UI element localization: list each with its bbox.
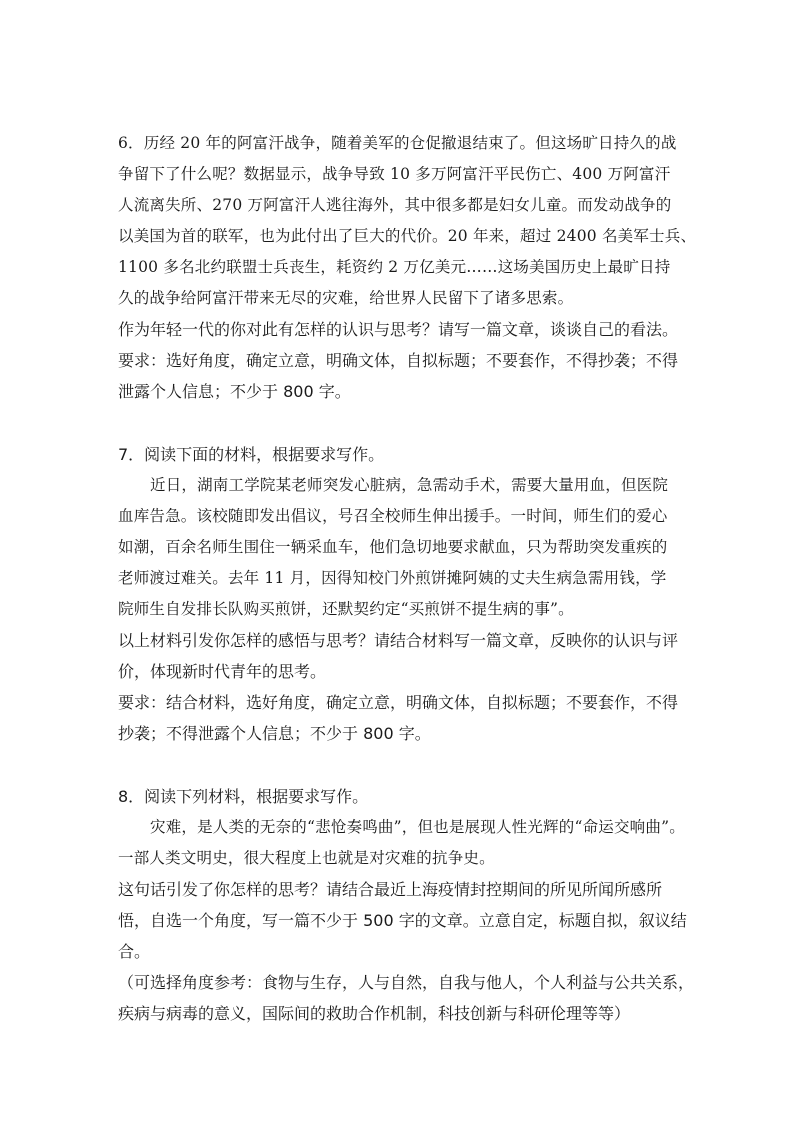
question-6 (118, 128, 697, 407)
question-7 (118, 439, 680, 749)
q7-material-line: 老师渡过难关。去年 11 月，因得知校门外煎饼摊阿姨的丈夫生病急需用钱，学 (118, 569, 667, 587)
spacer (118, 749, 680, 781)
q6-material-line: 争留下了什么呢？数据显示，战争导致 10 多万阿富汗平民伤亡、400 万阿富汗 (118, 165, 671, 183)
q6-material-line: 以美国为首的联军，也为此付出了巨大的代价。20 年来，超过 2400 名美军士兵、 (118, 227, 697, 245)
q7-prompt-line: 价，体现新时代青年的思考。 (118, 662, 327, 681)
q7-prompt-line: 要求：结合材料，选好角度，确定立意，明确文体，自拟标题；不要套作，不得 (118, 693, 679, 712)
q6-prompt-line: 泄露个人信息；不少于 800 字。 (118, 382, 351, 401)
q6-prompt-line: 要求：选好角度，确定立意，明确文体，自拟标题；不要套作，不得抄袭；不得 (118, 351, 679, 370)
question-8 (118, 781, 695, 1029)
q6-prompt-line: 作为年轻一代的你对此有怎样的认识与思考？请写一篇文章，谈谈自己的看法。 (118, 320, 679, 339)
q6-material-line: 6．历经 20 年的阿富汗战争，随着美军的仓促撤退结束了。但这场旷日持久的战 (118, 134, 677, 152)
q8-prompt-line: 合。 (118, 942, 151, 961)
q8-heading: 8．阅读下列材料，根据要求写作。 (118, 787, 369, 806)
q7-heading: 7．阅读下面的材料，根据要求写作。 (118, 445, 385, 464)
q7-material-line: 如潮，百余名师生围住一辆采血车，他们急切地要求献血，只为帮助突发重疾的 (118, 538, 668, 556)
q8-prompt-line: 疾病与病毒的意义，国际间的救助合作机制，科技创新与科研伦理等等） (118, 1004, 631, 1023)
q8-material-line: 一部人类文明史，很大程度上也就是对灾难的抗争史。 (118, 849, 495, 867)
q7-prompt-line: 以上材料引发你怎样的感悟与思考？请结合材料写一篇文章，反映你的认识与评 (118, 631, 679, 650)
q7-material-line: 院师生自发排长队购买煎饼，还默契约定“买煎饼不提生病的事”。 (118, 600, 574, 618)
q8-prompt-line: （可选择角度参考：食物与生存，人与自然，自我与他人，个人利益与公共关系， (118, 973, 695, 992)
q7-material-line: 血库告急。该校随即发出倡议，号召全校师生伸出援手。一时间，师生们的爱心 (118, 507, 668, 525)
q8-prompt-line: 悟，自选一个角度，写一篇不少于 500 字的文章。立意自定，标题自拟，叙议结 (118, 911, 687, 930)
q8-prompt-line: 这句话引发了你怎样的思考？请结合最近上海疫情封控期间的所见所闻所感所 (118, 880, 663, 899)
q6-material-line: 1100 多名北约联盟士兵丧生，耗资约 2 万亿美元……这场美国历史上最旷日持 (118, 258, 671, 276)
q7-prompt-line: 抄袭；不得泄露个人信息；不少于 800 字。 (118, 724, 431, 743)
q7-material-line: 近日，湖南工学院某老师突发心脏病，急需动手术，需要大量用血，但医院 (150, 476, 669, 494)
spacer (118, 407, 680, 439)
q6-material-line: 久的战争给阿富汗带来无尽的灾难，给世界人民留下了诸多思索。 (118, 289, 574, 307)
q6-material-line: 人流离失所、270 万阿富汗人逃往海外，其中很多都是妇女儿童。而发动战争的 (118, 196, 672, 214)
q8-material-line: 灾难，是人类的无奈的“悲怆奏鸣曲”，但也是展现人性光辉的“命运交响曲”。 (150, 818, 685, 836)
